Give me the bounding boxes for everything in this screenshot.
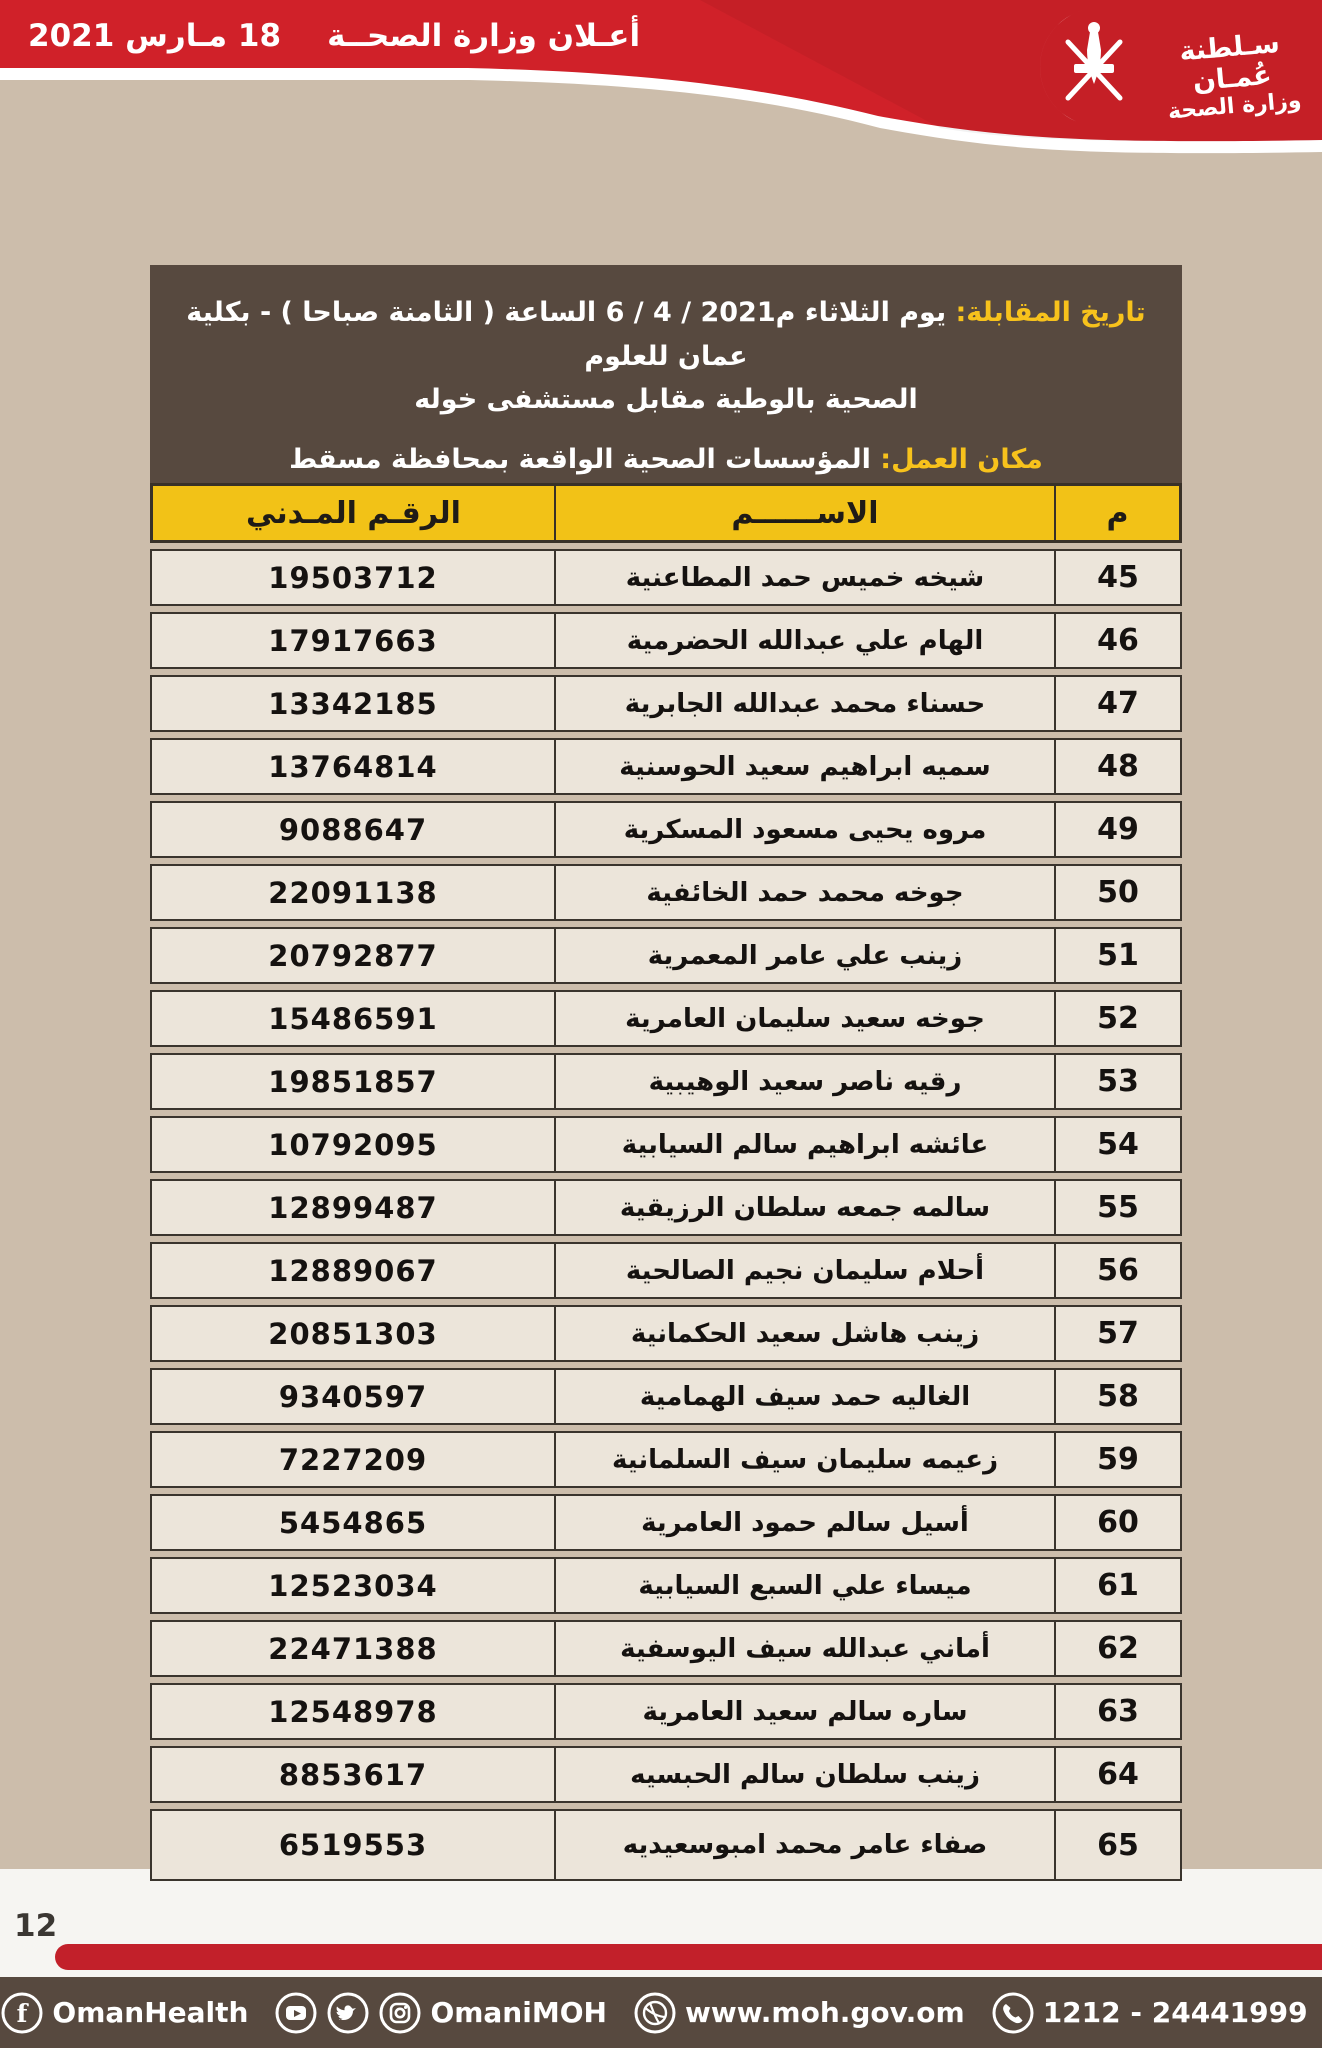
serial-cell: 65	[1054, 1809, 1182, 1881]
name-cell: زينب علي عامر المعمرية	[554, 927, 1054, 984]
logo-line-ministry: وزارة الصحة	[1166, 88, 1303, 125]
civil-id-cell: 22471388	[150, 1620, 554, 1677]
interview-time-place: الساعة ( الثامنة صباحا ) - بكلية عمان للعلوم	[186, 297, 748, 372]
name-cell: رقيه ناصر سعيد الوهيبية	[554, 1053, 1054, 1110]
table-row	[150, 1179, 1182, 1236]
footer-red-bar	[55, 1944, 1322, 1970]
header-name: الاســــــم	[554, 483, 1054, 543]
page-title: أعـلان وزارة الصحــة	[327, 18, 641, 54]
serial-cell: 54	[1054, 1116, 1182, 1173]
logo-calligraphy	[1145, 25, 1320, 127]
serial-cell: 57	[1054, 1305, 1182, 1362]
issue-date: 18 مـارس 2021	[28, 18, 282, 54]
serial-cell: 64	[1054, 1746, 1182, 1803]
table-row	[150, 1809, 1182, 1881]
serial-cell: 53	[1054, 1053, 1182, 1110]
globe-icon[interactable]	[633, 1991, 677, 2035]
civil-id-cell: 20792877	[150, 927, 554, 984]
civil-id-cell: 5454865	[150, 1494, 554, 1551]
table-row	[150, 801, 1182, 858]
table-row	[150, 1305, 1182, 1362]
name-cell: شيخه خميس حمد المطاعنية	[554, 549, 1054, 606]
serial-cell: 51	[1054, 927, 1182, 984]
table-row	[150, 1746, 1182, 1803]
table-row	[150, 738, 1182, 795]
name-cell: جوخه محمد حمد الخائفية	[554, 864, 1054, 921]
ministry-logo	[1030, 6, 1316, 132]
table-row	[150, 1116, 1182, 1173]
table-row	[150, 1494, 1182, 1551]
table-row	[150, 675, 1182, 732]
interview-day: يوم الثلاثاء	[804, 297, 947, 328]
name-cell: زينب هاشل سعيد الحكمانية	[554, 1305, 1054, 1362]
instagram-icon[interactable]	[378, 1991, 422, 2035]
table-row	[150, 1053, 1182, 1110]
table-header-row	[150, 483, 1182, 543]
civil-id-cell: 17917663	[150, 612, 554, 669]
svg-text:f: f	[17, 1998, 28, 2028]
civil-id-cell: 7227209	[150, 1431, 554, 1488]
table-row	[150, 927, 1182, 984]
workplace-paragraph	[176, 438, 1156, 482]
serial-cell: 63	[1054, 1683, 1182, 1740]
civil-id-cell: 9088647	[150, 801, 554, 858]
serial-cell: 47	[1054, 675, 1182, 732]
civil-id-cell: 12889067	[150, 1242, 554, 1299]
youtube-icon[interactable]	[274, 1991, 318, 2035]
civil-id-cell: 13764814	[150, 738, 554, 795]
phone-numbers[interactable]: 1212 - 24441999	[1042, 1996, 1308, 2029]
serial-cell: 60	[1054, 1494, 1182, 1551]
serial-cell: 46	[1054, 612, 1182, 669]
serial-cell: 49	[1054, 801, 1182, 858]
serial-cell: 55	[1054, 1179, 1182, 1236]
civil-id-cell: 12548978	[150, 1683, 554, 1740]
candidates-table	[150, 477, 1182, 1887]
name-cell: الغاليه حمد سيف الهمامية	[554, 1368, 1054, 1425]
table-row	[150, 1557, 1182, 1614]
name-cell: الهام علي عبدالله الحضرمية	[554, 612, 1054, 669]
serial-cell: 56	[1054, 1242, 1182, 1299]
twitter-icon[interactable]	[326, 1991, 370, 2035]
name-cell: ميساء علي السبع السيابية	[554, 1557, 1054, 1614]
serial-cell: 61	[1054, 1557, 1182, 1614]
serial-cell: 48	[1054, 738, 1182, 795]
notice-box	[150, 265, 1182, 483]
page-number: 12	[14, 1908, 58, 1944]
table-row	[150, 612, 1182, 669]
name-cell: عائشه ابراهيم سالم السيابية	[554, 1116, 1054, 1173]
social-handle[interactable]: OmaniMOH	[430, 1996, 607, 2029]
name-cell: صفاء عامر محمد امبوسعيديه	[554, 1809, 1054, 1881]
name-cell: حسناء محمد عبدالله الجابرية	[554, 675, 1054, 732]
civil-id-cell: 19503712	[150, 549, 554, 606]
facebook-icon[interactable]	[0, 1991, 44, 2035]
name-cell: أحلام سليمان نجيم الصالحية	[554, 1242, 1054, 1299]
serial-cell: 52	[1054, 990, 1182, 1047]
civil-id-cell: 20851303	[150, 1305, 554, 1362]
name-cell: جوخه سعيد سليمان العامرية	[554, 990, 1054, 1047]
civil-id-cell: 10792095	[150, 1116, 554, 1173]
civil-id-cell: 13342185	[150, 675, 554, 732]
table-row	[150, 1683, 1182, 1740]
logo-line-sultanate: سـلطنة عُمـان	[1178, 27, 1281, 98]
header-civil-id: الرقـم المـدني	[150, 483, 554, 543]
civil-id-cell: 9340597	[150, 1368, 554, 1425]
table-row	[150, 990, 1182, 1047]
phone-icon[interactable]	[991, 1991, 1035, 2035]
footer-bar	[0, 1977, 1322, 2048]
name-cell: زعيمه سليمان سيف السلمانية	[554, 1431, 1054, 1488]
table-row	[150, 1431, 1182, 1488]
civil-id-cell: 8853617	[150, 1746, 554, 1803]
name-cell: سالمه جمعه سلطان الرزيقية	[554, 1179, 1054, 1236]
interview-place-line2: الصحية بالوطية مقابل مستشفى خوله	[414, 384, 918, 416]
serial-cell: 59	[1054, 1431, 1182, 1488]
civil-id-cell: 12899487	[150, 1179, 554, 1236]
serial-cell: 58	[1054, 1368, 1182, 1425]
table-row	[150, 549, 1182, 606]
table-row	[150, 1620, 1182, 1677]
name-cell: أماني عبدالله سيف اليوسفية	[554, 1620, 1054, 1677]
civil-id-cell: 12523034	[150, 1557, 554, 1614]
header-serial: م	[1054, 483, 1182, 543]
serial-cell: 50	[1054, 864, 1182, 921]
civil-id-cell: 19851857	[150, 1053, 554, 1110]
interview-paragraph	[176, 291, 1156, 422]
facebook-handle[interactable]: OmanHealth	[52, 1996, 249, 2029]
name-cell: زينب سلطان سالم الحبسيه	[554, 1746, 1054, 1803]
website-url[interactable]: www.moh.gov.om	[684, 1996, 965, 2029]
interview-date: 6 / 4 / 2021م	[605, 297, 796, 328]
serial-cell: 45	[1054, 549, 1182, 606]
table-row	[150, 1242, 1182, 1299]
name-cell: ساره سالم سعيد العامرية	[554, 1683, 1054, 1740]
civil-id-cell: 15486591	[150, 990, 554, 1047]
name-cell: أسيل سالم حمود العامرية	[554, 1494, 1054, 1551]
masthead	[28, 18, 640, 54]
interview-date-label: تاريخ المقابلة:	[955, 297, 1146, 328]
workplace-label: مكان العمل:	[880, 444, 1043, 476]
civil-id-cell: 6519553	[150, 1809, 554, 1881]
name-cell: سميه ابراهيم سعيد الحوسنية	[554, 738, 1054, 795]
workplace-text: المؤسسات الصحية الواقعة بمحافظة مسقط	[289, 444, 871, 476]
name-cell: مروه يحيى مسعود المسكرية	[554, 801, 1054, 858]
civil-id-cell: 22091138	[150, 864, 554, 921]
table-row	[150, 864, 1182, 921]
serial-cell: 62	[1054, 1620, 1182, 1677]
table-row	[150, 1368, 1182, 1425]
